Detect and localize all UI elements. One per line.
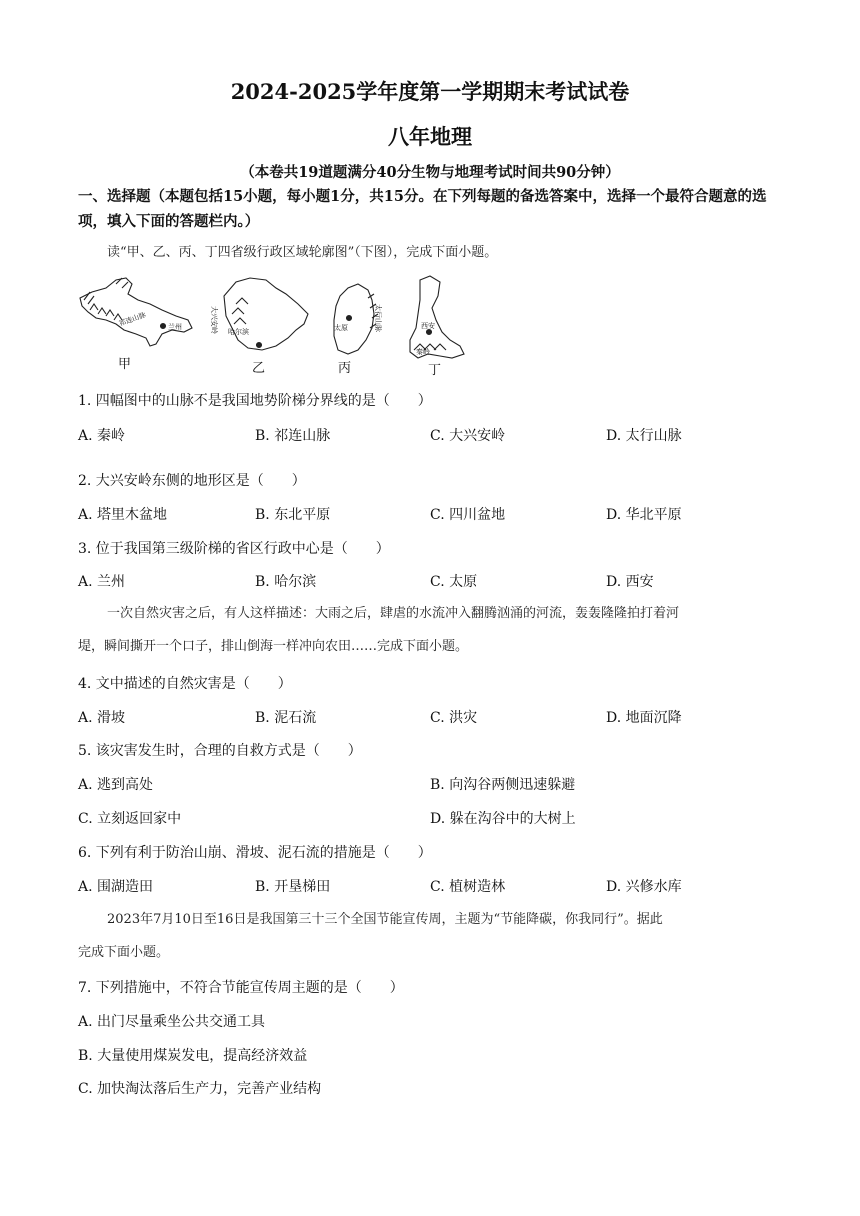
question-1-option-b: B. 祁连山脉: [255, 428, 331, 444]
map-ding: [410, 276, 464, 358]
map-ding-range: 秦岭: [416, 348, 430, 356]
question-6-option-b: B. 开垦梯田: [255, 879, 331, 895]
question-6-option-d: D. 兴修水库: [606, 879, 682, 895]
map-ding-place: 西安: [421, 322, 435, 330]
question-6-stem: 6. 下列有利于防治山崩、滑坡、泥石流的措施是（ ）: [78, 845, 432, 861]
map-yi: [224, 278, 308, 350]
question-5-option-d: D. 躲在沟谷中的大树上: [430, 811, 576, 827]
intro-paragraph-1: 读“甲、乙、丙、丁四省级行政区域轮廓图”（下图），完成下面小题。: [107, 245, 498, 260]
question-1-option-d: D. 太行山脉: [606, 428, 682, 444]
exam-title: 2024-2025学年度第一学期期末考试试卷: [230, 79, 630, 104]
map-bing-place: 太原: [334, 324, 348, 332]
question-4-option-a: A. 滑坡: [78, 710, 126, 726]
map-label-ding: 丁: [428, 363, 442, 378]
intro-paragraph-3-line-2: 完成下面小题。: [78, 945, 170, 960]
section-heading: 一、选择题（本题包括15小题，每小题1分，共15分。在下列每题的备选答案中，选择一个最符合题意的选项，填入下面的答题栏内。）: [78, 188, 767, 230]
question-2-option-d: D. 华北平原: [606, 507, 682, 523]
province-outline-maps: [76, 274, 470, 378]
map-jia: [80, 278, 192, 346]
question-1-stem: 1. 四幅图中的山脉不是我国地势阶梯分界线的是（ ）: [78, 393, 432, 409]
question-4-stem: 4. 文中描述的自然灾害是（ ）: [78, 676, 292, 692]
question-4-option-b: B. 泥石流: [255, 710, 317, 726]
map-bing-range: 太行山脉: [374, 304, 382, 332]
map-label-bing: 丙: [338, 361, 352, 376]
map-label-jia: 甲: [118, 357, 132, 372]
map-yi-place: 哈尔滨: [228, 328, 249, 336]
question-7-option-a: A. 出门尽量乘坐公共交通工具: [78, 1014, 266, 1030]
question-2-option-b: B. 东北平原: [255, 507, 331, 523]
province-outline-figure: [76, 274, 470, 378]
question-4-option-d: D. 地面沉降: [606, 710, 682, 726]
question-4-option-c: C. 洪灾: [430, 710, 478, 726]
question-3-stem: 3. 位于我国第三级阶梯的省区行政中心是（ ）: [78, 541, 390, 557]
question-2-option-c: C. 四川盆地: [430, 507, 506, 523]
map-label-yi: 乙: [252, 361, 266, 376]
map-jia-range: 祁连山脉: [117, 310, 147, 328]
question-5-option-c: C. 立刻返回家中: [78, 811, 182, 827]
exam-subject: 八年地理: [388, 124, 472, 149]
map-bing: [334, 284, 378, 354]
question-5-stem: 5. 该灾害发生时，合理的自救方式是（ ）: [78, 743, 362, 759]
question-2-stem: 2. 大兴安岭东侧的地形区是（ ）: [78, 473, 306, 489]
intro-paragraph-3-line-1: 2023年7月10日至16日是我国第三十三个全国节能宣传周，主题为“节能降碳，你我同行”。据此: [107, 912, 663, 927]
question-3-option-c: C. 太原: [430, 574, 478, 590]
map-yi-range: 大兴安岭: [210, 306, 218, 334]
intro-paragraph-2-line-1: 一次自然灾害之后，有人这样描述：大雨之后，肆虐的水流冲入翻腾汹涌的河流，轰轰隆隆拍打着河: [107, 606, 680, 621]
question-3-option-a: A. 兰州: [78, 574, 126, 590]
question-7-option-b: B. 大量使用煤炭发电，提高经济效益: [78, 1048, 308, 1064]
question-7-stem: 7. 下列措施中，不符合节能宣传周主题的是（ ）: [78, 980, 404, 996]
question-5-option-a: A. 逃到高处: [78, 777, 154, 793]
question-1-option-c: C. 大兴安岭: [430, 428, 506, 444]
question-1-option-a: A. 秦岭: [78, 428, 126, 444]
question-6-option-c: C. 植树造林: [430, 879, 506, 895]
map-jia-place: 兰州: [168, 323, 182, 331]
question-3-option-b: B. 哈尔滨: [255, 574, 317, 590]
question-6-option-a: A. 围湖造田: [78, 879, 154, 895]
question-2-option-a: A. 塔里木盆地: [78, 507, 168, 523]
exam-note: （本卷共19道题满分40分生物与地理考试时间共90分钟）: [240, 164, 620, 181]
question-3-option-d: D. 西安: [606, 574, 654, 590]
question-5-option-b: B. 向沟谷两侧迅速躲避: [430, 777, 576, 793]
intro-paragraph-2-line-2: 堤，瞬间撕开一个口子，排山倒海一样冲向农田……完成下面小题。: [78, 639, 469, 654]
question-7-option-c: C. 加快淘汰落后生产力，完善产业结构: [78, 1081, 322, 1097]
